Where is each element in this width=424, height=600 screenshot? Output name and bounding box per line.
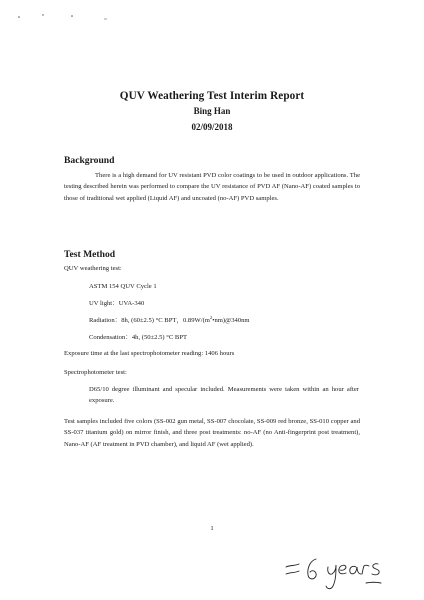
document-title: QUV Weathering Test Interim Report <box>119 90 305 102</box>
page-number: 1 <box>210 525 214 532</box>
scan-specks <box>0 0 424 40</box>
quv-cycle: ASTM 154 QUV Cycle 1 <box>89 283 157 290</box>
quv-test-label: QUV weathering test: <box>64 265 122 272</box>
spectrophotometer-detail: D65/10 degree illuminant and specular included. Measurements were taken within an hour after exposure. <box>89 386 359 405</box>
document-date: 02/09/2018 <box>191 122 233 132</box>
handwritten-note <box>280 553 390 595</box>
background-heading: Background <box>64 155 115 166</box>
document-author: Bing Han <box>193 106 231 116</box>
exposure-time: Exposure time at the last spectrophotometer reading: 1406 hours <box>64 350 235 357</box>
test-method-heading: Test Method <box>64 249 116 260</box>
uv-light: UV light：UVA-340 <box>89 300 145 307</box>
test-samples-paragraph: Test samples included five colors (SS-002 gun metal, SS-007 chocolate, SS-009 red bronze, SS-010 copper and SS-037 titanium gold) on mirror finish, and three post treatments: no-AF (no Anti-fingerprint post treatment), Nano-AF (AF treatment in PVD chamber), and liquid AF (wet applied). <box>64 418 360 448</box>
condensation-spec: Condensation：4h, (50±2.5) °C BPT <box>89 334 188 341</box>
spectrophotometer-label: Spectrophotometer test: <box>64 369 127 376</box>
background-paragraph: There is a high demand for UV resistant PVD color coatings to be used in outdoor applications. The testing described herein was performed to compare the UV resistance of PVD AF (Nano-AF) coated samples to those of traditional wet applied (Liquid AF) and uncoated (no-AF) PVD samples. <box>64 172 360 202</box>
radiation-spec: Radiation：8h, (60±2.5) °C BPT，$0.89W/(m^2•nm)@340nm$ <box>89 314 250 324</box>
